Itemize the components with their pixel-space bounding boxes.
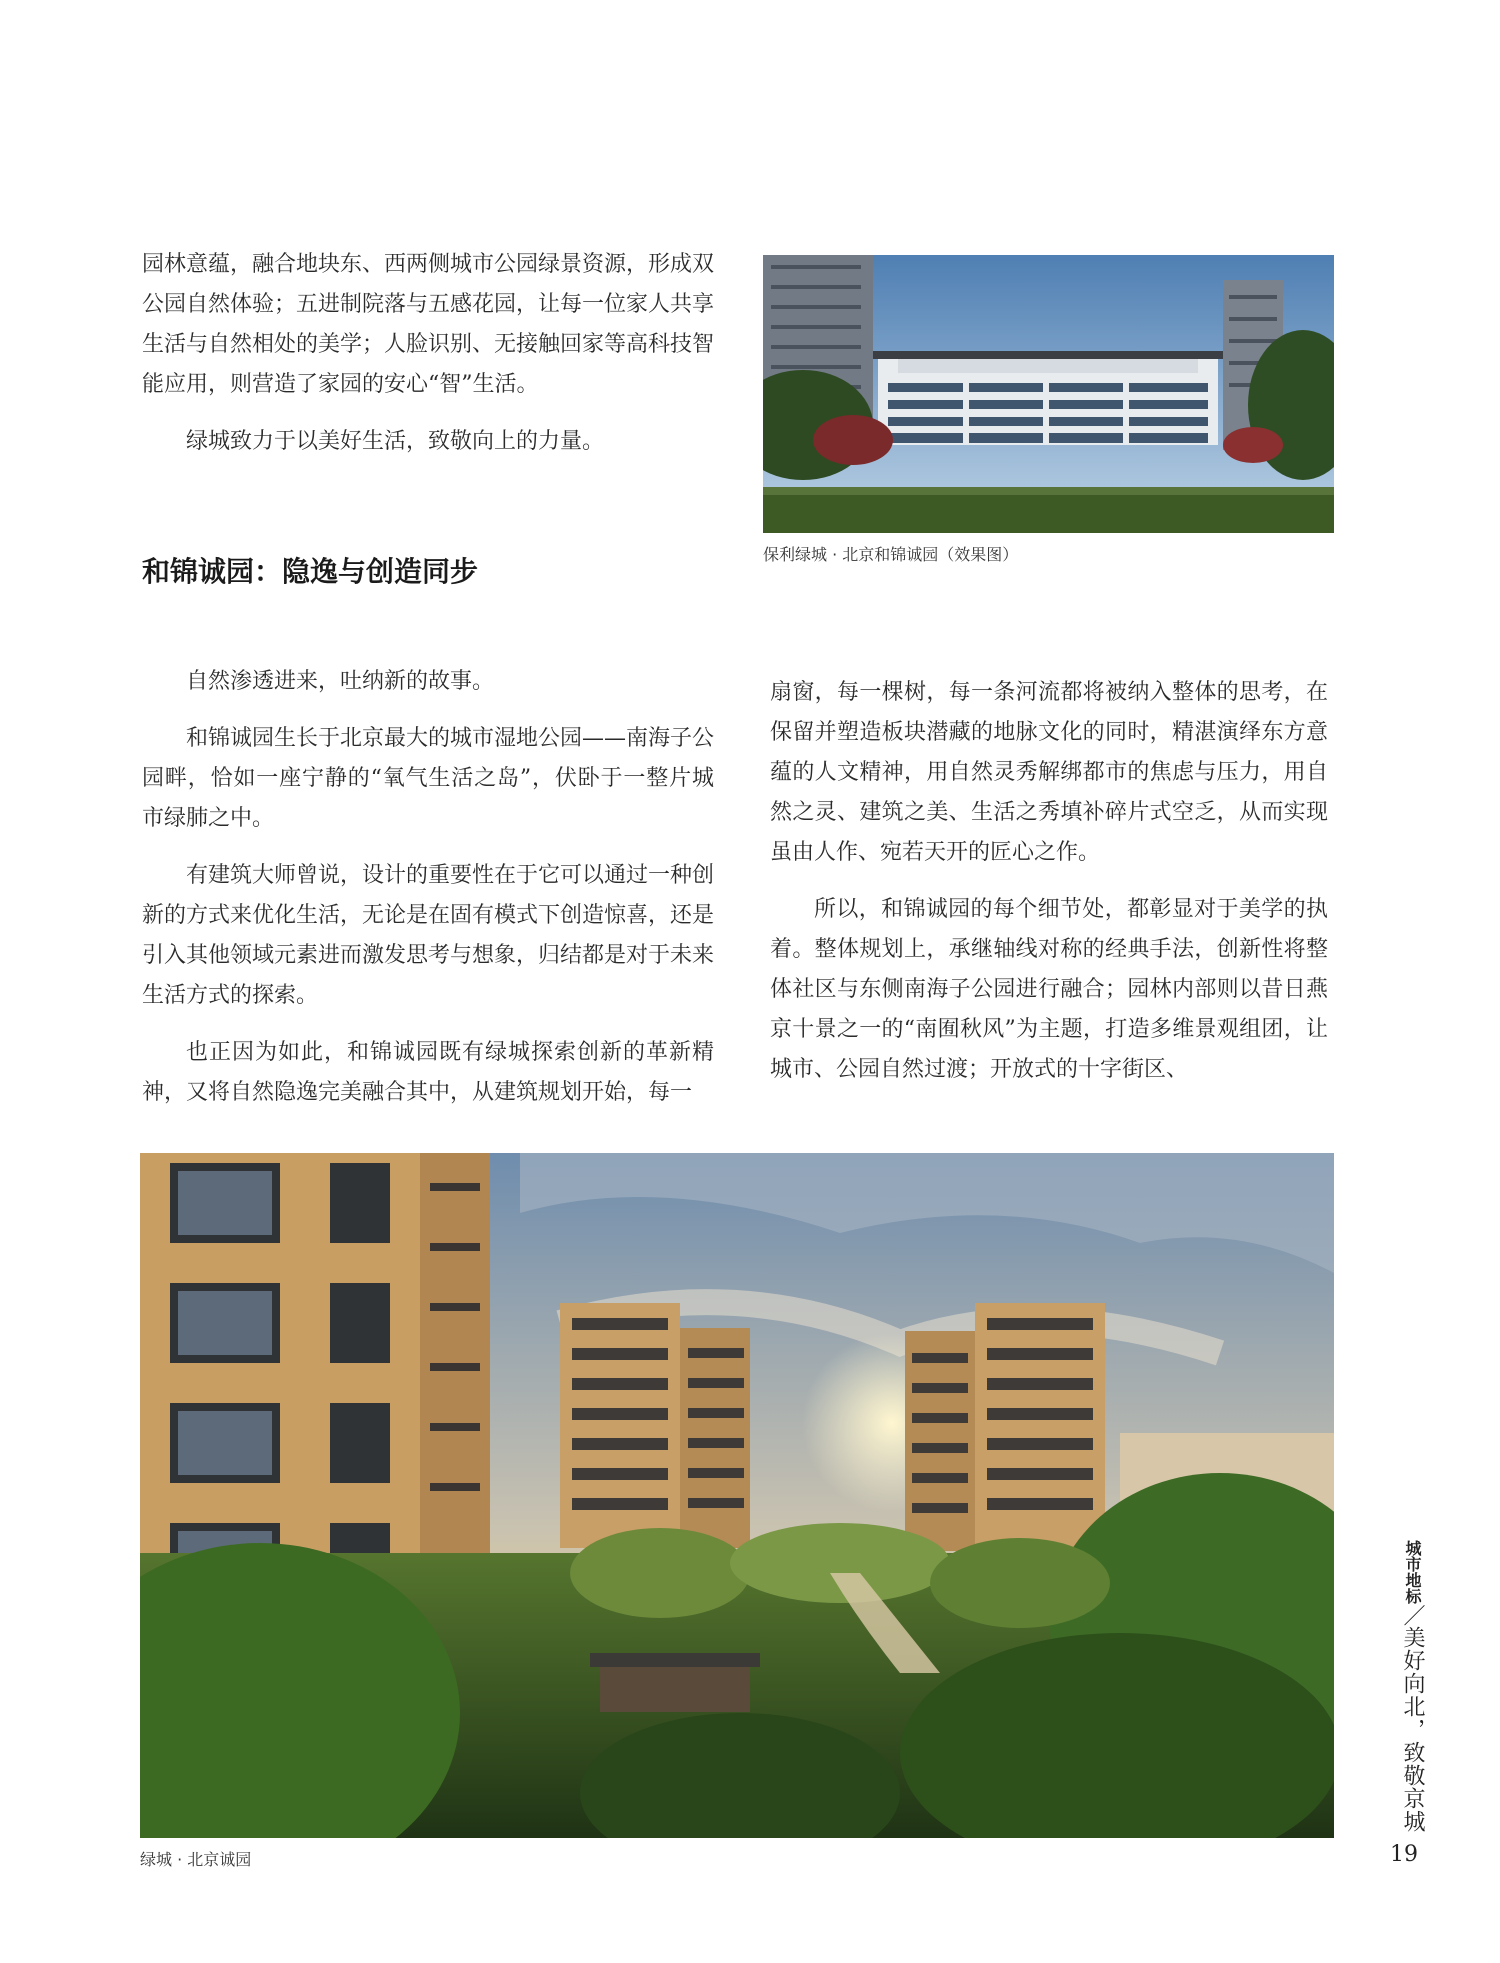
col1-paragraph-2: 和锦诚园生长于北京最大的城市湿地公园——南海子公园畔，恰如一座宁静的“氧气生活之岛”，伏卧于一整片城市绿肺之中。 — [142, 726, 715, 831]
top-photo-caption: 保利绿城 · 北京和锦诚园（效果图） — [763, 545, 1019, 564]
courtyard-sunset-image — [140, 1153, 1334, 1838]
body-column-right — [770, 673, 1328, 1107]
col1-paragraph-1: 自然渗透进来，吐纳新的故事。 — [186, 669, 495, 694]
building-render-image — [763, 255, 1334, 533]
section-side-label — [1394, 1540, 1428, 1833]
section-name: 城市地标 — [1403, 1540, 1422, 1604]
col1-paragraph-3: 有建筑大师曾说，设计的重要性在于它可以通过一种创新的方式来优化生活，无论是在固有模式下创造惊喜，还是引入其他领域元素进而激发思考与想象，归结都是对于未来生活方式的探索。 — [142, 863, 715, 1008]
side-label-separator: ／ — [1400, 1604, 1425, 1626]
col2-paragraph-2: 所以，和锦诚园的每个细节处，都彰显对于美学的执着。整体规划上，承继轴线对称的经典手法，创新性将整体社区与东侧南海子公园进行融合；园林内部则以昔日燕京十景之一的“南囿秋风”为主题，打造多维景观组团，让城市、公园自然过渡；开放式的十字街区、 — [770, 897, 1328, 1082]
section-heading: 和锦诚园：隐逸与创造同步 — [142, 555, 479, 588]
col2-paragraph-1: 扇窗，每一棵树，每一条河流都将被纳入整体的思考，在保留并塑造板块潜藏的地脉文化的同时，精湛演绎东方意蕴的人文精神，用自然灵秀解绑都市的焦虑与压力，用自然之灵、建筑之美、生活之秀填补碎片式空乏，从而实现虽由人作、宛若天开的匠心之作。 — [770, 680, 1328, 865]
main-photo-courtyard — [140, 1153, 1334, 1838]
main-photo-caption: 绿城 · 北京诚园 — [140, 1850, 252, 1869]
page-number: 19 — [1390, 1842, 1418, 1867]
intro-paragraph-1: 园林意蕴，融合地块东、西两侧城市公园绿景资源，形成双公园自然体验；五进制院落与五感花园，让每一位家人共享生活与自然相处的美学；人脸识别、无接触回家等高科技智能应用，则营造了家园的安心“智”生活。 — [142, 252, 715, 397]
intro-paragraph-2: 绿城致力于以美好生活，致敬向上的力量。 — [186, 429, 605, 454]
section-title: 美好向北，致敬京城 — [1400, 1626, 1425, 1833]
intro-text — [142, 245, 714, 479]
top-photo-building-render — [763, 255, 1334, 533]
body-column-left — [142, 662, 714, 1130]
col1-paragraph-4: 也正因为如此，和锦诚园既有绿城探索创新的革新精神，又将自然隐逸完美融合其中，从建筑规划开始，每一 — [142, 1040, 714, 1105]
